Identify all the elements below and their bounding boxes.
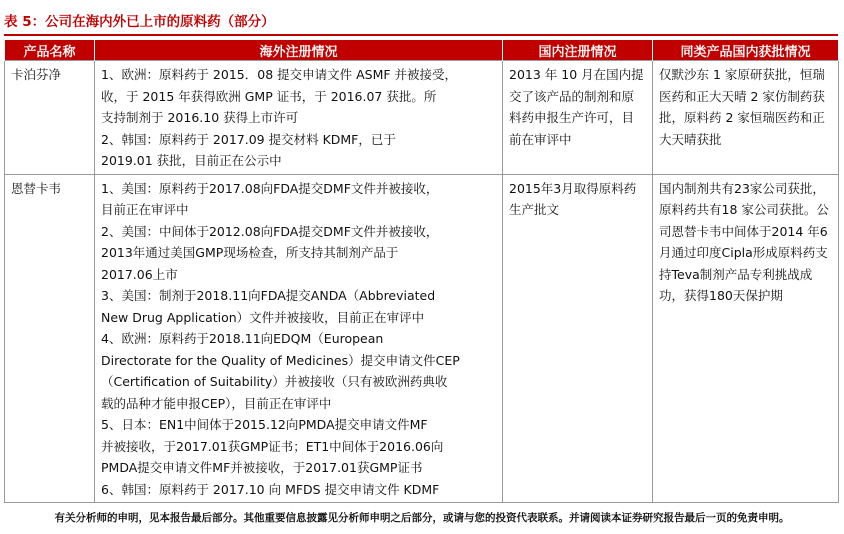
overseas-line: 1、美国：原料药于2017.08向FDA提交DMF文件并被接收， [101, 180, 439, 196]
header-overseas-registration: 海外注册情况 [95, 40, 503, 61]
overseas-line: 2、美国：中间体于2012.08向FDA提交DMF文件并被接收， [101, 223, 439, 239]
table-title: 表 5：公司在海内外已上市的原料药（部分） [4, 14, 275, 30]
overseas-line: 2017.06上市 [101, 266, 178, 282]
header-domestic-registration: 国内注册情况 [503, 40, 653, 61]
overseas-registration-cell [95, 61, 503, 175]
domestic-registration-cell: 2013 年 10 月在国内提交了该产品的制剂和原料药申报生产许可，目前在审评中 [503, 61, 653, 175]
table-row [5, 61, 839, 175]
overseas-line: New Drug Application）文件并被接收，目前正在审评中 [101, 309, 425, 325]
disclaimer-footer: 有关分析师的申明，见本报告最后部分。其他重要信息披露见分析师申明之后部分，或请与您的投资代表联系。并请阅读本证券研究报告最后一页的免责申明。 [54, 512, 790, 524]
overseas-line: 4、欧洲：原料药于2018.11向EDQM（European [101, 331, 384, 346]
header-similar-approvals: 同类产品国内获批情况 [653, 40, 839, 61]
overseas-registration-cell [95, 174, 503, 503]
overseas-line: 目前正在审评中 [101, 202, 189, 217]
header-product-name: 产品名称 [5, 40, 95, 61]
similar-approvals-cell: 国内制剂共有23家公司获批，原料药共有18 家公司获批。公司恩替卡韦中间体于2014 年6月通过印度Cipla形成原料药支持Teva制剂产品专利挑战成功，获得180天保护期 [653, 174, 839, 503]
overseas-line: 收，于 2015 年获得欧洲 GMP 证书，于 2016.07 获批。所 [101, 88, 437, 104]
product-name-cell: 恩替卡韦 [5, 174, 95, 503]
domestic-registration-cell: 2015年3月取得原料药生产批文 [503, 174, 653, 503]
overseas-line: 5、日本：EN1中间体于2015.12向PMDA提交申请文件MF [101, 417, 428, 432]
overseas-line: 2013年通过美国GMP现场检查，所支持其制剂产品于 [101, 245, 399, 260]
overseas-line: 并被接收，于2017.01获GMP证书；ET1中间体于2016.06向 [101, 438, 444, 454]
title-divider [4, 34, 838, 36]
overseas-line: 载的品种才能申报CEP），目前正在审评中 [101, 395, 332, 411]
overseas-line: 1、欧洲：原料药于 2015．08 提交申请文件 ASMF 并被接受， [101, 67, 458, 82]
overseas-line: 支持制剂于 2016.10 获得上市许可 [101, 110, 299, 125]
table-header-row [5, 40, 839, 61]
table-row [5, 174, 839, 503]
report-section [4, 12, 838, 503]
api-registration-table [4, 40, 839, 503]
product-name-cell: 卡泊芬净 [5, 61, 95, 175]
similar-approvals-cell: 仅默沙东 1 家原研获批，恒瑞医药和正大天晴 2 家仿制药获批，原料药 2 家恒瑞医药和正大天晴获批 [653, 61, 839, 175]
overseas-line: 6、韩国：原料药于 2017.10 向 MFDS 提交申请文件 KDMF [101, 481, 440, 497]
overseas-line: Directorate for the Quality of Medicines）提交申请文件CEP [101, 352, 460, 368]
overseas-line: （Certification of Suitability）并被接收（只有被欧洲药典收 [101, 374, 448, 389]
overseas-line: PMDA提交申请文件MF并被接收，于2017.01获GMP证书 [101, 460, 423, 475]
overseas-line: 2、韩国：原料药于 2017.09 提交材料 KDMF，已于 [101, 131, 396, 147]
overseas-line: 2019.01 获批，目前正在公示中 [101, 153, 282, 168]
overseas-line: 3、美国：制剂于2018.11向FDA提交ANDA（Abbreviated [101, 288, 436, 303]
